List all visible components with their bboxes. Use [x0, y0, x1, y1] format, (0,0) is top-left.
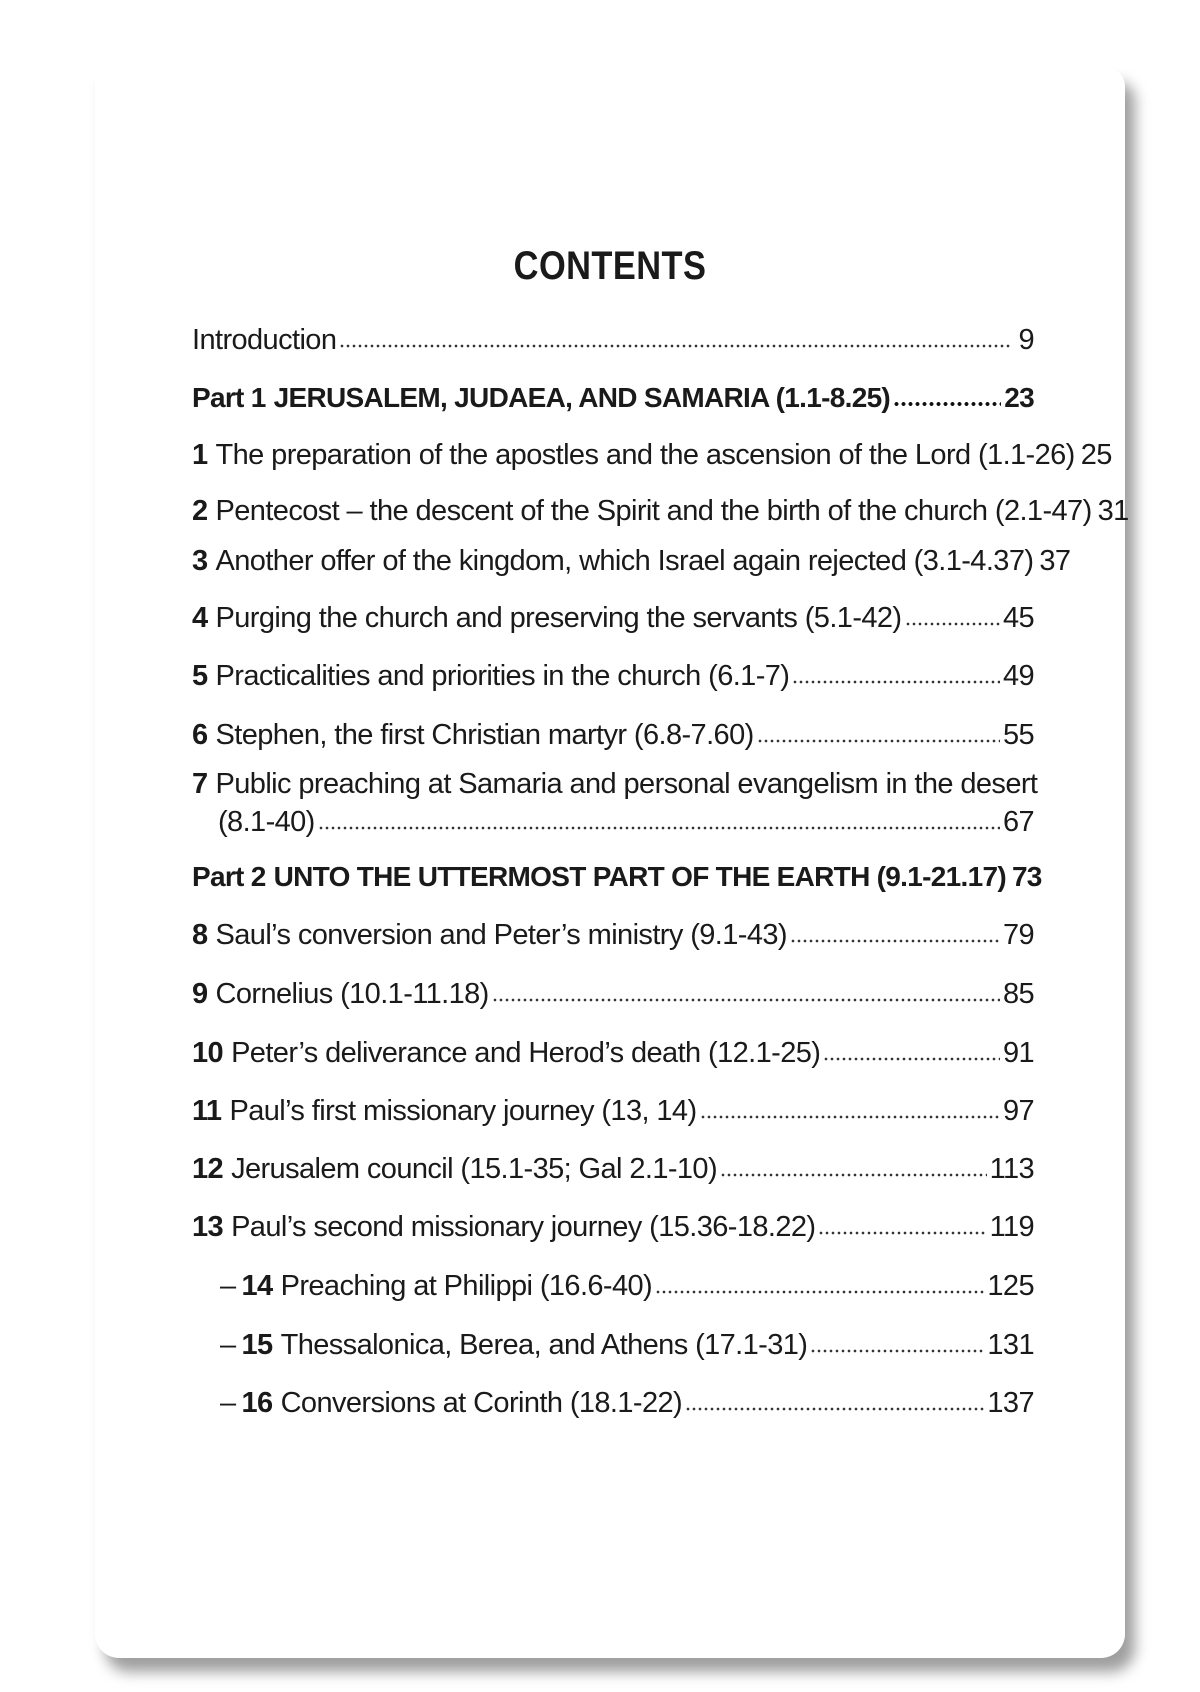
dot-leader: [339, 342, 1011, 350]
toc-entry-page: 25: [1080, 439, 1112, 471]
toc-entry-page: 85: [1002, 978, 1034, 1010]
toc-entry-page: 49: [1002, 660, 1034, 692]
dot-leader: [318, 824, 1000, 832]
toc-chapter-12: [192, 1150, 1034, 1188]
toc-entry-page: 55: [1002, 719, 1034, 751]
dot-leader: [823, 1055, 1000, 1063]
toc-entry-page: 45: [1002, 602, 1034, 634]
toc-entry-page: 131: [987, 1329, 1034, 1361]
dot-leader: [655, 1288, 984, 1296]
toc-entry-page: 97: [1002, 1095, 1034, 1127]
dot-leader: [893, 400, 1001, 408]
toc-entry-page: 125: [987, 1270, 1034, 1302]
toc-entry-label: Cornelius (10.1-11.18): [215, 978, 489, 1010]
toc-chapter-number: 5: [192, 660, 208, 692]
toc-part-number: Part 2: [192, 861, 266, 892]
toc-chapter-7: [192, 765, 1038, 841]
toc-chapter-10: [192, 1034, 1034, 1072]
toc-entry-label: Stephen, the first Christian martyr (6.8-7.60): [215, 719, 754, 751]
toc-entry-label: UNTO THE UTTERMOST PART OF THE EARTH (9.1-21.17): [273, 861, 1006, 892]
toc-entry-label: Introduction: [192, 324, 337, 356]
dot-leader: [757, 737, 1000, 745]
toc-sub-dash: –: [220, 1270, 236, 1302]
toc-entry-label: Peter’s deliverance and Herod’s death (12.1-25): [231, 1037, 821, 1069]
toc-chapter-5: [192, 657, 1034, 695]
toc-chapter-number: 14: [241, 1270, 273, 1302]
toc-entry-introduction: [192, 321, 1034, 359]
toc-chapter-6: [192, 716, 1034, 754]
toc-entry-label: Purging the church and preserving the servants (5.1-42): [215, 602, 902, 634]
toc-chapter-16: [220, 1384, 1034, 1422]
toc-entry-page: 23: [1004, 382, 1034, 413]
dot-leader: [818, 1229, 986, 1237]
toc-chapter-number: 3: [192, 545, 208, 577]
toc-chapter-8: [192, 916, 1034, 954]
toc-chapter-number: 12: [192, 1153, 224, 1185]
dot-leader: [700, 1113, 1000, 1121]
toc-chapter-number: 2: [192, 495, 208, 527]
toc-chapter-14: [220, 1267, 1034, 1305]
dot-leader: [792, 678, 1000, 686]
dot-leader: [905, 620, 1000, 628]
toc-chapter-number: 15: [241, 1329, 273, 1361]
toc-part-number: Part 1: [192, 382, 266, 413]
toc-entry-page: 9: [1018, 324, 1034, 356]
toc-chapter-number: 13: [192, 1211, 224, 1243]
dot-leader: [492, 996, 1000, 1004]
toc-chapter-number: 1: [192, 439, 208, 471]
page-title: CONTENTS: [513, 244, 707, 288]
dot-leader: [685, 1405, 984, 1413]
toc-chapter-number: 7: [192, 768, 208, 800]
toc-entry-label: Another offer of the kingdom, which Israel again rejected (3.1-4.37): [215, 545, 1034, 577]
toc-entry-label: The preparation of the apostles and the ascension of the Lord (1.1-26): [215, 439, 1075, 471]
toc-chapter-number: 8: [192, 919, 208, 951]
dot-leader: [720, 1171, 987, 1179]
dot-leader: [810, 1347, 984, 1355]
toc-chapter-number: 16: [241, 1387, 273, 1419]
toc-chapter-15: [220, 1326, 1034, 1364]
toc-entry-page: 79: [1002, 919, 1034, 951]
toc-chapter-1: [192, 436, 1112, 474]
toc-entry-label: Jerusalem council (15.1-35; Gal 2.1-10): [231, 1153, 718, 1185]
toc-part-1: [192, 379, 1034, 417]
toc-entry-page: 37: [1039, 545, 1071, 577]
toc-chapter-9: [192, 975, 1034, 1013]
toc-entry-label: Paul’s second missionary journey (15.36-18.22): [231, 1211, 816, 1243]
toc-entry-label: Saul’s conversion and Peter’s ministry (9.1-43): [215, 919, 787, 951]
toc-entry-label: Practicalities and priorities in the church (6.1-7): [215, 660, 790, 692]
toc-chapter-2: [192, 492, 1129, 530]
toc-entry-label-continued: (8.1-40): [218, 806, 315, 838]
toc-entry-line-2: [192, 803, 1034, 841]
toc-entry-label: Paul’s first missionary journey (13, 14): [229, 1095, 697, 1127]
toc-entry-page: 119: [989, 1211, 1034, 1243]
book-page: [95, 68, 1129, 1658]
toc-entry-page: 31: [1097, 495, 1129, 527]
toc-chapter-number: 6: [192, 719, 208, 751]
toc-entry-label: Public preaching at Samaria and personal evangelism in the desert: [215, 768, 1038, 800]
toc-entry-page: 67: [1002, 806, 1034, 838]
toc-sub-dash: –: [220, 1329, 236, 1361]
toc-entry-label: Preaching at Philippi (16.6-40): [280, 1270, 653, 1302]
toc-chapter-3: [192, 542, 1071, 580]
toc-chapter-number: 9: [192, 978, 208, 1010]
toc-part-2: [192, 858, 1042, 896]
toc-entry-label: Conversions at Corinth (18.1-22): [280, 1387, 683, 1419]
toc-chapter-4: [192, 599, 1034, 637]
toc-chapter-11: [192, 1092, 1034, 1130]
toc-entry-page: 113: [989, 1153, 1034, 1185]
toc-entry-line-1: [192, 765, 1038, 803]
toc-chapter-13: [192, 1208, 1034, 1246]
toc-entry-page: 73: [1011, 861, 1042, 892]
toc-sub-dash: –: [220, 1387, 236, 1419]
toc-chapter-number: 10: [192, 1037, 224, 1069]
toc-entry-label: Thessalonica, Berea, and Athens (17.1-31): [280, 1329, 808, 1361]
toc-entry-page: 91: [1002, 1037, 1034, 1069]
toc-chapter-number: 4: [192, 602, 208, 634]
toc-chapter-number: 11: [192, 1095, 222, 1127]
toc-entry-label: JERUSALEM, JUDAEA, AND SAMARIA (1.1-8.25): [273, 382, 891, 413]
toc-entry-page: 137: [987, 1387, 1034, 1419]
dot-leader: [790, 937, 1000, 945]
table-of-contents: [192, 68, 1129, 1658]
toc-entry-label: Pentecost – the descent of the Spirit and the birth of the church (2.1-47): [215, 495, 1092, 527]
